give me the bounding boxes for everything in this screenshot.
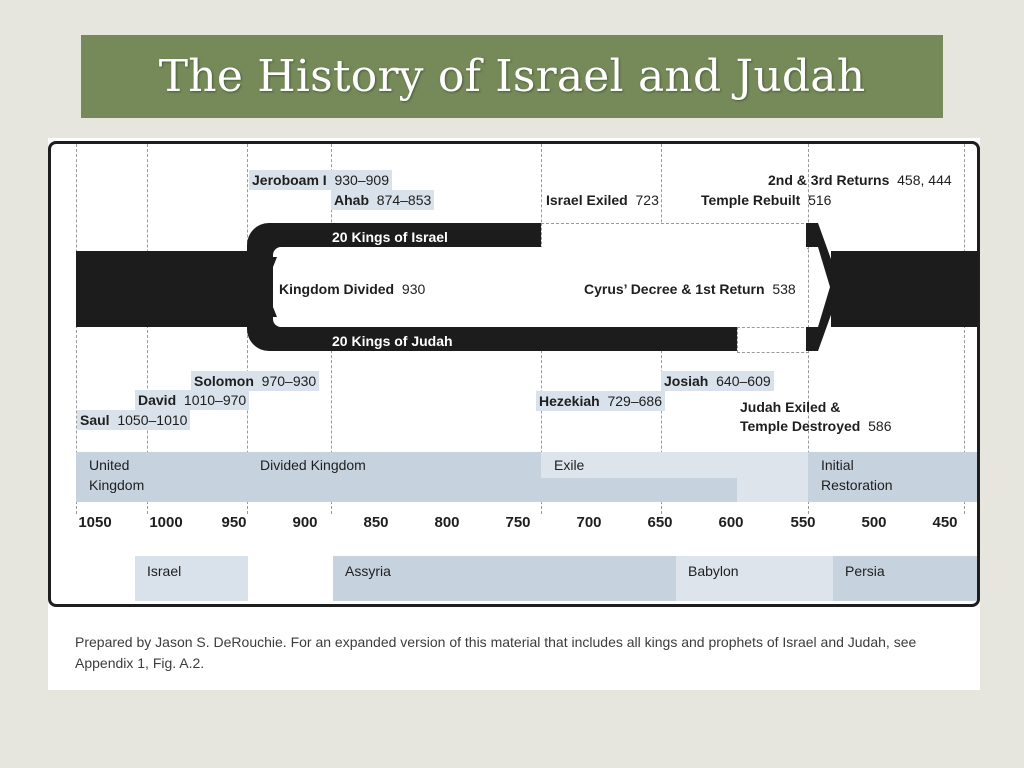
slide-title: The History of Israel and Judah [158, 51, 866, 102]
temple-destroyed-label [737, 416, 894, 436]
tick-label: 850 [363, 514, 389, 531]
jeroboam-dates: 930–909 [334, 172, 389, 188]
cyrus-decree-label [581, 279, 799, 299]
empire-assyria-label: Assyria [345, 563, 391, 579]
tick-label: 450 [932, 514, 958, 531]
israel-exiled-label [543, 190, 662, 210]
kingdom-divided-label [276, 279, 428, 299]
david-label [135, 390, 249, 410]
judah-exile-gap [737, 327, 809, 353]
returns-dates: 458, 444 [897, 172, 952, 188]
david-dates: 1010–970 [183, 392, 247, 408]
israel-exiled-name: Israel Exiled [546, 192, 628, 208]
timeline-figure [48, 141, 980, 607]
tick-label: 1000 [149, 514, 183, 531]
temple-rebuilt-label [698, 190, 834, 210]
david-name: David [138, 392, 177, 408]
judah-exiled-label [737, 397, 843, 417]
tick-label: 1050 [78, 514, 112, 531]
empire-persia [833, 556, 977, 601]
solomon-name: Solomon [194, 373, 254, 389]
period-divided-label: Divided Kingdom [260, 457, 366, 473]
temple-rebuilt-name: Temple Rebuilt [701, 192, 801, 208]
hezekiah-dates: 729–686 [607, 393, 662, 409]
hezekiah-name: Hezekiah [539, 393, 600, 409]
saul-label [77, 410, 190, 430]
tick-label: 700 [576, 514, 602, 531]
period-exile-upper [541, 452, 808, 478]
judah-band-extension [541, 327, 737, 351]
tick-label: 900 [292, 514, 318, 531]
cyrus-dates: 538 [772, 281, 796, 297]
period-exile-label: Exile [554, 457, 585, 473]
judah-exiled-line1: Judah Exiled & [740, 399, 841, 415]
hezekiah-label [536, 391, 665, 411]
temple-destroyed-name: Temple Destroyed [740, 418, 861, 434]
empire-babylon [676, 556, 833, 601]
empire-israel [135, 556, 248, 601]
split-chevron [257, 257, 277, 317]
ahab-name: Ahab [334, 192, 369, 208]
josiah-name: Josiah [664, 373, 709, 389]
empire-assyria [333, 556, 676, 601]
tick-label: 600 [718, 514, 744, 531]
period-united-line1: United [89, 457, 130, 473]
period-restoration-line2: Restoration [821, 477, 893, 493]
saul-dates: 1050–1010 [117, 412, 188, 428]
post-exile-band [831, 251, 977, 327]
empire-israel-label: Israel [147, 563, 182, 579]
josiah-label [661, 371, 774, 391]
tick-label: 650 [647, 514, 673, 531]
figure-card [48, 138, 980, 690]
kingdom-divided-dates: 930 [401, 281, 426, 297]
solomon-dates: 970–930 [261, 373, 317, 389]
judah-kings-label: 20 Kings of Judah [332, 333, 453, 349]
tick-label: 550 [790, 514, 816, 531]
solomon-label [191, 371, 319, 391]
period-divided-kingdom [247, 452, 541, 502]
israel-exile-gap [541, 223, 809, 249]
jeroboam-name: Jeroboam I [252, 172, 327, 188]
empire-babylon-label: Babylon [688, 563, 739, 579]
tick-label: 950 [221, 514, 247, 531]
israel-exiled-dates: 723 [635, 192, 659, 208]
israel-kings-label: 20 Kings of Israel [332, 229, 448, 245]
period-initial-restoration [808, 452, 977, 502]
ahab-label [331, 190, 434, 210]
temple-destroyed-dates: 586 [868, 418, 892, 434]
saul-name: Saul [80, 412, 110, 428]
title-bar [81, 35, 943, 118]
period-united-line2: Kingdom [89, 477, 145, 493]
josiah-dates: 640–609 [716, 373, 771, 389]
period-restoration-line1: Initial [821, 457, 854, 473]
empire-persia-label: Persia [845, 563, 885, 579]
tick-label: 750 [505, 514, 531, 531]
jeroboam-label [249, 170, 392, 190]
cyrus-name: Cyrus’ Decree & 1st Return [584, 281, 765, 297]
period-exile-gap [737, 478, 808, 502]
period-united-kingdom [76, 452, 247, 502]
tick-label: 500 [861, 514, 887, 531]
figure-caption: Prepared by Jason S. DeRouchie. For an expanded version of this material that includes all kings and prophets of Israel and Judah, see Appendix 1, Fig. A.2. [75, 634, 917, 671]
period-exile-judah [541, 478, 737, 502]
ahab-dates: 874–853 [376, 192, 432, 208]
returns-label [765, 170, 955, 190]
returns-name: 2nd & 3rd Returns [768, 172, 890, 188]
temple-rebuilt-dates: 516 [808, 192, 832, 208]
kingdom-divided-name: Kingdom Divided [279, 281, 395, 297]
tick-label: 800 [434, 514, 460, 531]
united-kingdom-band [76, 251, 247, 327]
